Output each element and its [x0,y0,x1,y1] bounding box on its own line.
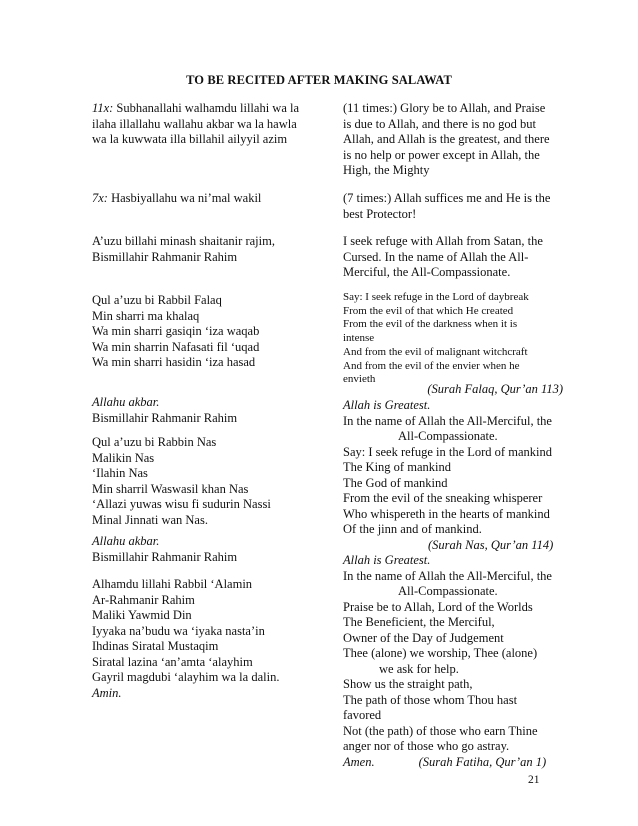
surah-reference: (Surah Falaq, Qur’an 113) [427,382,563,396]
fatiha-line: Alhamdu lillahi Rabbil ‘Alamin [92,577,253,591]
nas-line: ‘Allazi yuwas wisu fi sudurin Nassi [92,497,271,511]
translation-line: From the evil of the sneaking whisperer [343,491,543,505]
nas-line: Malikin Nas [92,450,155,465]
translation-line: is due to Allah, and there is no god but [343,116,537,131]
right-block-falaq [343,291,563,387]
translation-line: Allah is Greatest. [343,553,431,567]
translation-line: Allah, and Allah is the greatest, and there [343,132,550,146]
tasbih-text: Subhanallahi walhamdu lillahi wa la [113,101,300,115]
translation-line: favored [343,708,382,722]
page-title: TO BE RECITED AFTER MAKING SALAWAT [186,73,452,87]
translation-line: And from the evil of the envier when he [343,359,520,372]
translation-line: High, the Mighty [343,163,430,177]
left-block-hasbiyallah [92,191,320,207]
fatiha-line: Siratal lazina ‘an’amta ‘alayhim [92,654,253,669]
translation-line: Owner of the Day of Judgement [343,630,504,645]
translation-line: is no help or power except in Allah, the [343,147,540,162]
page-number: 21 [528,774,540,786]
translation-line: And from the evil of malignant witchcraft [343,345,528,358]
left-block-takbir-1 [92,395,320,426]
translation-line: From the evil of the darkness when it is [343,318,518,331]
right-block-fatiha [343,553,563,770]
falaq-line: Qul a’uzu bi Rabbil Falaq [92,293,222,307]
translation-line: anger nor of those who go astray. [343,739,510,753]
translation-line: I seek refuge with Allah from Satan, the [343,234,543,248]
amin-line: Amin. [92,685,122,700]
translation-line: Merciful, the All-Compassionate. [343,265,511,279]
surah-falaq-reference [343,382,563,398]
left-block-fatiha [92,577,320,701]
translation-line: From the evil of that which He created [343,304,514,317]
surah-reference: (Surah Nas, Qur’an 114) [428,537,554,552]
translation-line: Cursed. In the name of Allah the All- [343,249,529,264]
hasbiyallah-line [92,191,320,207]
amen-text: Amen. [343,754,375,769]
basmala-line: Bismillahir Rahmanir Rahim [92,549,238,564]
fatiha-line: Iyyaka na’budu wa ‘iyaka nasta’in [92,623,265,638]
left-block-tasbih [92,101,320,148]
translation-line: The Beneficient, the Merciful, [343,615,495,629]
taawwudh-line: A’uzu billahi minash shaitanir rajim, [92,234,275,248]
translation-line: Praise be to Allah, Lord of the Worlds [343,599,533,614]
count-prefix: 11x: [92,101,114,115]
basmala-line: Bismillahir Rahmanir Rahim [92,249,238,264]
fatiha-line: Ihdinas Siratal Mustaqim [92,639,219,653]
hasbiyallah-text: Hasbiyallahu wa ni’mal wakil [107,191,262,205]
translation-line: (7 times:) Allah suffices me and He is the [343,191,551,205]
translation-line: envieth [343,373,376,386]
translation-line: Say: I seek refuge in the Lord of mankind [343,444,552,459]
translation-line: The King of mankind [343,460,451,474]
right-block-taawwudh [343,234,563,281]
nas-line: Min sharril Waswasil khan Nas [92,481,249,496]
translation-line: Thee (alone) we worship, Thee (alone) [343,646,538,660]
fatiha-line: Maliki Yawmid Din [92,608,192,622]
falaq-line: Wa min sharri hasidin ‘iza hasad [92,355,256,369]
translation-line: Allah is Greatest. [343,398,431,412]
left-block-taawwudh [92,234,320,265]
left-block-falaq [92,293,320,371]
takbir-line: Allahu akbar. [92,534,160,548]
translation-line: intense [343,332,375,345]
translation-line: The path of those whom Thou hast [343,692,518,707]
takbir-line: Allahu akbar. [92,395,160,409]
right-block-tasbih [343,101,563,179]
translation-line: In the name of Allah the All-Merciful, the [343,568,552,583]
right-block-hasbiyallah [343,191,563,222]
falaq-line: Min sharri ma khalaq [92,308,200,323]
translation-line: (11 times:) Glory be to Allah, and Praise [343,101,546,115]
basmala-line: Bismillahir Rahmanir Rahim [92,410,238,425]
translation-line: best Protector! [343,206,417,221]
translation-line: The God of mankind [343,475,448,490]
amen-line [343,755,563,771]
translation-line: Say: I seek refuge in the Lord of daybreak [343,291,529,303]
tasbih-line: ilaha illallahu wallahu akbar wa la hawla [92,116,297,131]
left-block-nas [92,435,320,528]
translation-line: All-Compassionate. [398,584,498,598]
nas-line: Minal Jinnati wan Nas. [92,512,208,527]
translation-line: Not (the path) of those who earn Thine [343,723,538,738]
translation-line: Who whispereth in the hearts of mankind [343,506,550,521]
falaq-line: Wa min sharrin Nafasati fil ‘uqad [92,339,260,354]
fatiha-line: Ar-Rahmanir Rahim [92,592,195,607]
left-block-takbir-2 [92,534,320,565]
tasbih-line [92,101,320,117]
surah-reference: (Surah Fatiha, Qur’an 1) [418,754,547,769]
count-prefix: 7x: [92,191,108,205]
tasbih-line: wa la kuwwata illa billahil ailyyil azim [92,132,288,146]
falaq-line: Wa min sharri gasiqin ‘iza waqab [92,324,260,338]
nas-line: ‘Ilahin Nas [92,466,148,480]
fatiha-line: Gayril magdubi ‘alayhim wa la dalin. [92,670,280,684]
right-block-nas [343,398,563,553]
translation-line: Of the jinn and of mankind. [343,522,482,536]
translation-line: All-Compassionate. [398,429,498,443]
nas-line: Qul a’uzu bi Rabbin Nas [92,435,217,449]
translation-line: Show us the straight path, [343,677,473,691]
translation-line: In the name of Allah the All-Merciful, the [343,413,552,428]
translation-line: we ask for help. [379,661,459,676]
